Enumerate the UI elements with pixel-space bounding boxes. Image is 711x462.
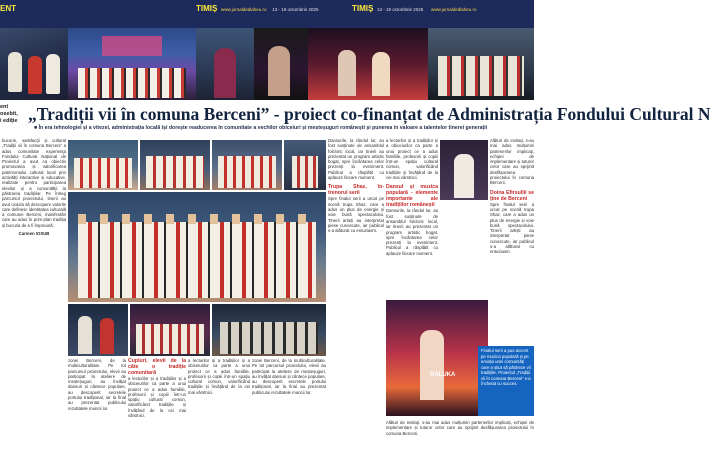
top-photo-3: [196, 28, 254, 100]
column-3-text: a lecturilor și a tradițiilor și a obiceiurilor ca parte a unui proiect ce a adus familiile, profesorii și copiii într-un spațiu cultural comun, valorificând tradițiile și învățând de la cei mai vârstnici.: [128, 376, 186, 419]
masthead-center: [196, 4, 326, 24]
photo-dancers-a: [68, 140, 138, 190]
article-column-3b: [188, 358, 250, 462]
author-name: Carmen IOSUB: [18, 231, 50, 237]
masthead-right-site: www.jurnaldedlaheu.ro: [430, 7, 477, 12]
side-label-line-1: ent: [0, 104, 9, 110]
column-5c-text: Dansurile, la rândul lor, au fost susținute de ansamblul folcloric local, iar tinerii au prezentat un program artistic bogat, spre încântarea celor prezenți la eveniment. Publicul a răsplătit cu aplauze fiecare moment.: [386, 208, 438, 256]
column-5-text: Spre finalul serii a urcat pe scenă trupa Shaz, care a adus un plus de energie și voie bună spectacolului. Tinerii artiști au interpretat piese cunoscute, iar publicul s-a alăturat cu entuziasm.: [328, 196, 384, 234]
top-photo-6: [428, 28, 534, 100]
photo-dancers-d: [284, 140, 326, 190]
article-column-3c: [252, 358, 326, 462]
top-photo-4: [254, 28, 308, 100]
article-column-4: [328, 138, 384, 462]
subhead-trupa-shaz: Trupa Shaz, în-trenorul serii: [328, 184, 384, 197]
top-photo-1: [0, 28, 68, 100]
photo-stage-group: [130, 304, 210, 356]
subhead-cupluri: Cupluri, elevii de la câte o tradiție comunitară: [128, 358, 186, 376]
article-column-7: [386, 420, 534, 462]
side-label-line-3: i ediție: [0, 118, 18, 124]
subhead-dansul: Dansul și muzica populară - elemente importante ale tradițiilor românești: [386, 184, 438, 209]
column-5b-text: a lecturilor și a tradițiilor și a obiceiurilor ca parte a unui proiect ce a adus familiile, profesorii și copiii într-un spațiu cultural comun, valorificând tradițiile și învățând de la cei mai vârstnici.: [386, 138, 438, 181]
article-column-3: [128, 358, 186, 462]
subhead-doina: Doina Efirsullii se ține de Berceni: [490, 189, 534, 202]
masthead-left: [0, 4, 60, 24]
photo-musicians: [212, 304, 326, 356]
stage-badge: RALUKA: [430, 372, 456, 378]
masthead-center-site: www.jurnaldedlaheu.ro: [221, 7, 267, 12]
photo-dancers-b: [140, 140, 210, 190]
masthead-right-date: 13 - 19 octombrie 2025: [377, 7, 424, 12]
article-subtitle: ■ În era tehnologiei și a vitezei, administrația locală își dorește readucerea în comunitate a vechilor obiceiuri și meșteșuguri românești și punerea în valoare a talentelor tinerei generații: [34, 125, 488, 131]
highlight-box: Finalul serii a pus accent pe muzica populară și pe emoția unei comunități care a știut să păstreze vii tradițiile. Proiectul „Tradiții vii în comuna Berceni” s-a încheiat cu succes.: [478, 346, 534, 416]
photo-dancers-large: [68, 192, 326, 302]
article-title: „Tradiții vii în comuna Berceni” - proiect co-finanțat de Administrația Fondului Cultural N: [28, 104, 711, 124]
column-7-text: Alături de invitați, s-au mai adus mulțumiri partenerilor implicați, echipei de implementare și tuturor celor care au sprijinit desfășurarea proiectului în comuna Berceni.: [386, 420, 534, 436]
side-label: [0, 104, 28, 125]
masthead-left-logo: ENT: [0, 4, 16, 13]
side-label-line-2: osebit,: [0, 111, 18, 117]
top-photo-5: [308, 28, 428, 100]
article-column-1: [2, 138, 66, 356]
article-column-6: [490, 138, 534, 308]
article-column-2: [68, 358, 126, 462]
column-6-text: Alături de invitați, s-au mai adus mulțumiri partenerilor implicați, echipei de implementare și tuturor celor care au sprijinit desfășurarea proiectului în comuna Berceni.: [490, 138, 534, 186]
top-photo-2: [68, 28, 196, 100]
masthead-right-logo: TIMIȘ: [352, 4, 374, 13]
column-1-text: bucurie, satisfacții și cultural „Tradiții vii în comuna Berceni” a adus comunitate experiența Fondului Cultural Național de Proiectul a avut ca obiectiv promovarea și valorificarea patrimoniului cultural local prin activități interactive și educative, realizate pentru participarea elevilor și a comunității la păstrarea tradițiilor. Pe întreg parcursul proiectului, tinerii au avut ocazia să descopere valorile care definesc identitatea culturală a comunei Berceni, manifestări care au adus în prim-plan tradiția și bucuria de a fi împreună.: [2, 138, 67, 228]
column-2-text: zonei Berceni, de la multiculturalitate. Pe tot parcursul proiectului, elevii au participat la ateliere de meșteșuguri, au învățat dansuri și cântece populare, au descoperit secretele portului tradițional, iar la final au prezentat publicului rezultatele muncii lor.: [68, 358, 126, 411]
column-6b-text: Spre finalul serii a urcat pe scenă trupa Shaz, care a adus un plus de energie și voie bună spectacolului. Tinerii artiști au interpretat piese cunoscute, iar publicul s-a alăturat cu entuziasm.: [490, 201, 534, 255]
photo-dancers-c: [212, 140, 282, 190]
article-column-5: [386, 138, 438, 298]
photo-duo-singers: [68, 304, 128, 356]
column-4-text: Dansurile, la rândul lor, au fost susținute de ansamblul folcloric local, iar tinerii au prezentat un program artistic bogat, spre încântarea celor prezenți la eveniment. Publicul a răsplătit cu aplauze fiecare moment.: [328, 138, 384, 181]
masthead-right: [352, 4, 534, 24]
masthead-center-date: 13 - 19 octombrie 2025: [272, 7, 319, 12]
column-3c-text: zonei Berceni, de la multiculturalitate. Pe tot parcursul proiectului, elevii au participat la ateliere de meșteșuguri, au învățat dansuri și cântece populare, au descoperit secretele portului tradițional, iar la final au prezentat publicului rezultatele muncii lor.: [252, 358, 326, 395]
photo-singer-woman: [440, 140, 488, 200]
column-3b-text: a lecturilor și a tradițiilor și a obiceiurilor ca parte a unui proiect ce a adus familiile, profesorii și copiii într-un spațiu cultural comun, valorificând tradițiile și învățând de la cei mai vârstnici.: [188, 358, 250, 395]
masthead-center-logo: TIMIȘ: [196, 4, 218, 13]
photo-stage-lights: [386, 300, 488, 416]
